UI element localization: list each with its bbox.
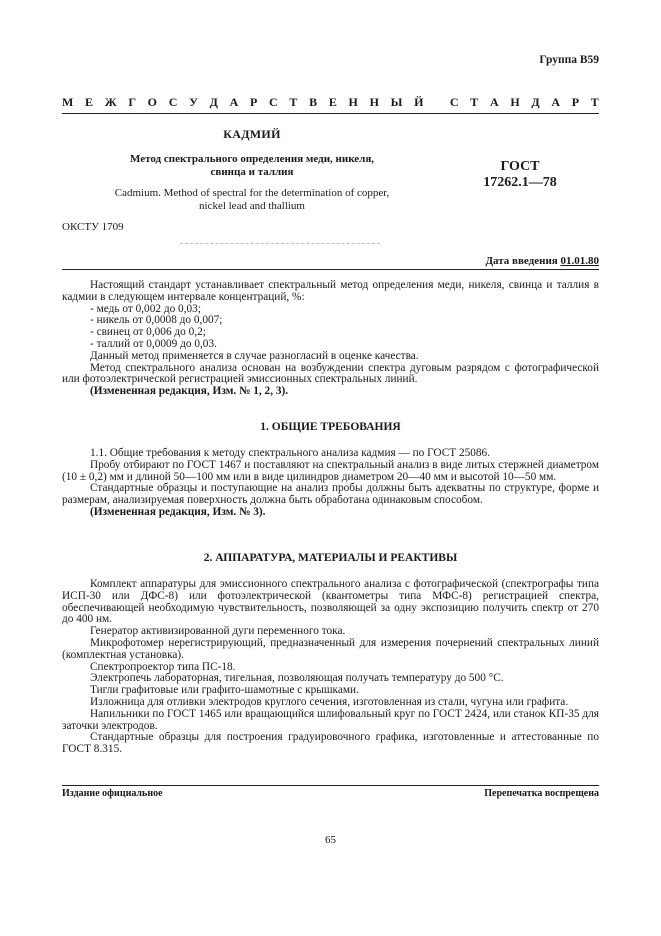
section-heading: 1. ОБЩИЕ ТРЕБОВАНИЯ xyxy=(260,421,401,433)
paragraph: Микрофотомер нерегистрирующий, предназначенный для измерения почернений спектральных линий (комплектная установка). xyxy=(62,636,599,661)
document-subtitle xyxy=(62,153,442,179)
banner-letter: С xyxy=(168,95,178,109)
paragraph: Электропечь лабораторная, тигельная, позволяющая получать температуру до 500 °С. xyxy=(90,672,504,685)
paragraph: Генератор активизированной дуги переменного тока. xyxy=(90,625,346,638)
banner-letter: Т xyxy=(590,95,599,109)
banner-letter: Т xyxy=(470,95,479,109)
banner-letter: Ы xyxy=(390,95,403,109)
banner-letter: Р xyxy=(249,95,258,109)
official-edition-note: Издание официальное xyxy=(62,788,163,799)
banner-rule xyxy=(62,113,599,114)
banner-letter: О xyxy=(147,95,158,109)
list-item: - свинец от 0,006 до 0,2; xyxy=(90,326,206,339)
banner-letter: Е xyxy=(328,95,337,109)
banner-letter: Н xyxy=(369,95,379,109)
banner-letter: Ж xyxy=(104,95,117,109)
gost-code: 17262.1—78 xyxy=(483,175,557,190)
section1-block xyxy=(62,448,599,519)
effective-date xyxy=(485,255,599,267)
gost-label: ГОСТ xyxy=(500,159,540,174)
banner-letter: С xyxy=(269,95,278,109)
subtitle-line: свинца и таллия xyxy=(210,166,294,178)
okstu-code: ОКСТУ 1709 xyxy=(62,221,124,233)
english-line: nickel lead and thallium xyxy=(199,200,305,212)
reprint-prohibited-note: Перепечатка воспрещена xyxy=(484,788,599,799)
list-item: - медь от 0,002 до 0,03; xyxy=(90,302,201,315)
list-item: - никель от 0,0008 до 0,007; xyxy=(90,314,223,327)
paragraph: Метод спектрального анализа основан на возбуждении спектра дуговым разрядом с фотографической или фотоэлектрической регистрацией эмиссионных спектральных линий. xyxy=(62,361,599,386)
amendment-note: (Измененная редакция, Изм. № 3). xyxy=(90,505,266,518)
subtitle-line: Метод спектрального определения меди, никеля, xyxy=(129,153,375,165)
banner-letter: Т xyxy=(289,95,298,109)
paragraph: Пробу отбирают по ГОСТ 1467 и поставляют на спектральный анализ в виде литых стержней диаметром (10 ± 0,2) мм и длиной 50—100 мм или в виде цилиндров диаметром 20—40 мм и высотой 10—50 мм. xyxy=(62,458,599,483)
paragraph: Спектропроектор типа ПС-18. xyxy=(90,660,236,673)
banner-letter: Е xyxy=(85,95,94,109)
banner-letter: Н xyxy=(348,95,358,109)
standard-banner xyxy=(62,95,599,110)
banner-letter: М xyxy=(62,95,74,109)
banner-letter: Р xyxy=(571,95,580,109)
list-item: - таллий от 0,0009 до 0,03. xyxy=(90,337,217,350)
footer-rule xyxy=(62,785,599,786)
paragraph: Стандартные образцы для построения градуировочного графика, изготовленные и аттестованные по ГОСТ 8.315. xyxy=(62,731,599,756)
date-label: Дата введения xyxy=(485,255,558,267)
paragraph: Настоящий стандарт устанавливает спектральный метод определения меди, никеля, свинца и таллия в кадмии в следующем интервале концентраций, %: xyxy=(62,279,599,303)
group-code: Группа В59 xyxy=(539,54,599,66)
date-rule xyxy=(62,269,599,270)
paragraph: Изложница для отливки электродов круглого сечения, изготовленная из стали, чугуна или графита. xyxy=(90,695,569,708)
page-number: 65 xyxy=(325,834,336,846)
banner-letter: А xyxy=(229,95,239,109)
banner-letter: Г xyxy=(128,95,136,109)
banner-letter: Д xyxy=(531,95,540,109)
paragraph: Комплект аппаратуры для эмиссионного спектрального анализа с фотографической (спектрографы типа ИСП-30 или ДФС-8) или фотоэлектрической (квантометры типа МФС-8) регистрацией спектра, обеспечивающей необходимую чувствительность, позволяющей за одну экспозицию получить спектр от 270 до 400 нм. xyxy=(62,578,599,626)
intro-block xyxy=(62,280,599,398)
paragraph: Напильники по ГОСТ 1465 или вращающийся шлифовальный круг по ГОСТ 2424, или станок КП-35 для заточки электродов. xyxy=(62,707,599,732)
paragraph: 1.1. Общие требования к методу спектрального анализа кадмия — по ГОСТ 25086. xyxy=(90,447,491,459)
section2-block xyxy=(62,579,599,756)
document-title: КАДМИЙ xyxy=(223,127,281,141)
banner-letter: У xyxy=(189,95,198,109)
paragraph: Стандартные образцы и поступающие на анализ пробы должны быть адекватны по структуре, форме и размерам, анализируемая поверхность должна быть обработана одинаковым способом. xyxy=(62,482,599,507)
paragraph: Тигли графитовые или графито-шамотные с крышками. xyxy=(90,684,359,697)
amendment-note: (Измененная редакция, Изм. № 1, 2, 3). xyxy=(90,385,289,398)
banner-gap xyxy=(435,95,438,110)
paragraph: Данный метод применяется в случае разногласий в оценке качества. xyxy=(90,349,419,362)
english-line: Cadmium. Method of spectral for the determination of copper, xyxy=(114,187,390,199)
banner-letter: Н xyxy=(510,95,520,109)
date-value: 01.01.80 xyxy=(560,255,599,267)
banner-letter: Й xyxy=(414,95,424,109)
banner-letter: А xyxy=(551,95,561,109)
banner-letter: В xyxy=(309,95,318,109)
banner-letter: А xyxy=(489,95,499,109)
gost-number xyxy=(470,159,570,191)
english-title xyxy=(62,187,442,213)
banner-letter: С xyxy=(449,95,459,109)
title-divider xyxy=(180,243,380,244)
section-heading: 2. АППАРАТУРА, МАТЕРИАЛЫ И РЕАКТИВЫ xyxy=(203,552,458,564)
banner-letter: Д xyxy=(209,95,218,109)
